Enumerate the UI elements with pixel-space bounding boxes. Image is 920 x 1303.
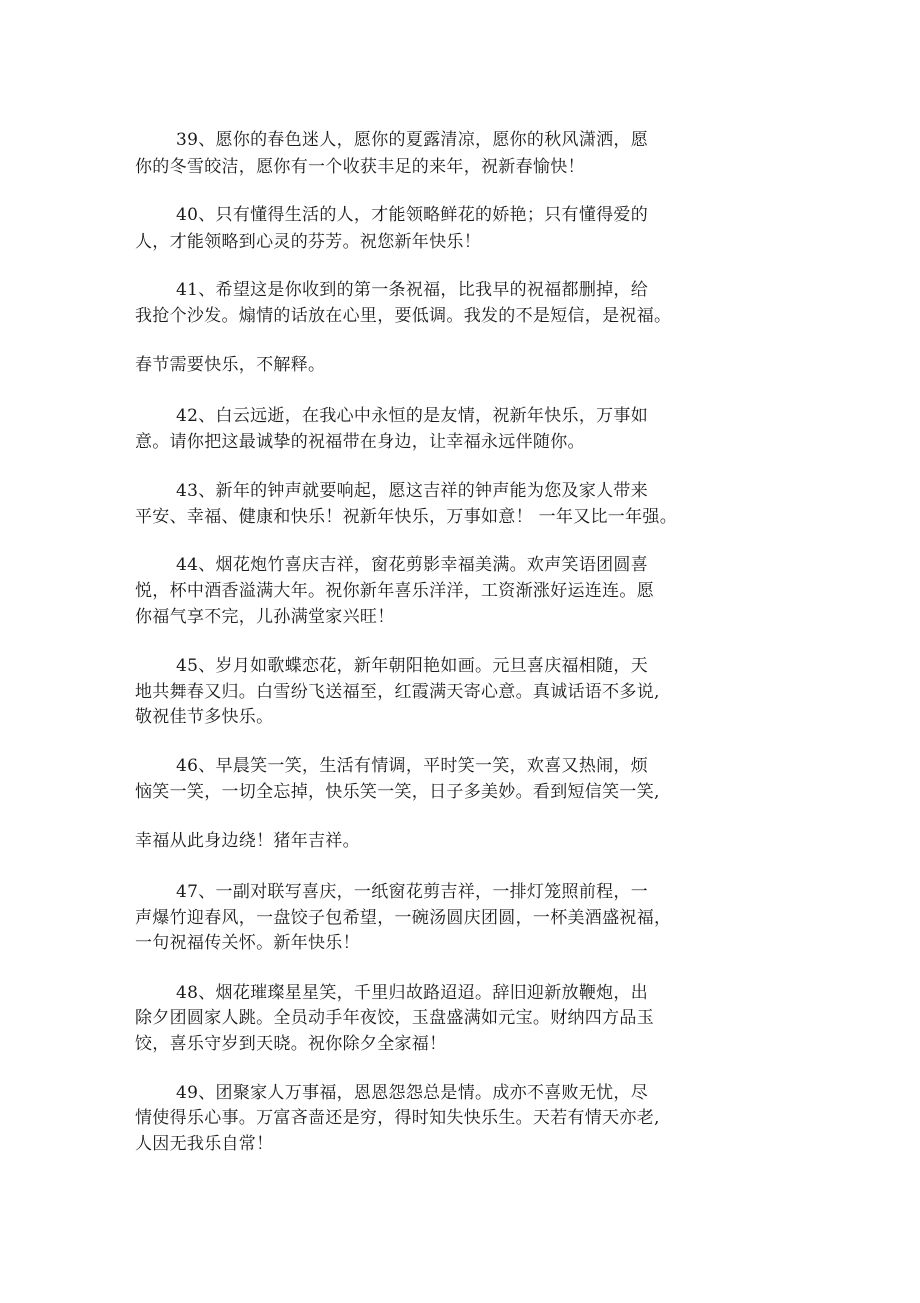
paragraph-47-line-3: 一句祝福传关怀。新年快乐！: [135, 933, 360, 953]
paragraph-39-line-1: 39、愿你的春色迷人，愿你的夏露清凉，愿你的秋风潇洒，愿: [176, 130, 649, 150]
paragraph-41-line-2: 我抢个沙发。煽情的话放在心里，要低调。我发的不是短信，是祝福。: [135, 306, 672, 326]
paragraph-41-line-1: 41、希望这是你收到的第一条祝福，比我早的祝福都删掉，给: [176, 280, 649, 300]
paragraph-42-line-2: 意。请你把这最诚挚的祝福带在身边，让幸福永远伴随你。: [135, 432, 585, 452]
paragraph-44-line-3: 你福气享不完，儿孙满堂家兴旺！: [135, 607, 395, 627]
paragraph-40-line-2: 人，才能领略到心灵的芬芳。祝您新年快乐！: [135, 232, 481, 252]
paragraph-46-line-2: 恼笑一笑，一切全忘掉，快乐笑一笑，日子多美妙。看到短信笑一笑,: [135, 782, 660, 802]
paragraph-48-line-1: 48、烟花璀璨星星笑，千里归故路迢迢。辞旧迎新放鞭炮，出: [176, 983, 649, 1003]
paragraph-45-line-1: 45、岁月如歌蝶恋花，新年朝阳艳如画。元旦喜庆福相随，天: [176, 656, 649, 676]
paragraph-41-line-3: 春节需要快乐，不解释。: [135, 355, 326, 375]
paragraph-49-line-3: 人因无我乐自常！: [135, 1134, 274, 1154]
paragraph-49-line-2: 情使得乐心事。万富吝啬还是穷，得时知失快乐生。天若有情天亦老,: [135, 1108, 660, 1128]
paragraph-44-line-2: 悦，杯中酒香溢满大年。祝你新年喜乐洋洋，工资渐涨好运连连。愿: [135, 581, 654, 601]
paragraph-43-line-1: 43、新年的钟声就要响起，愿这吉祥的钟声能为您及家人带来: [176, 481, 649, 501]
paragraph-48-line-3: 饺，喜乐守岁到天晓。祝你除夕全家福！: [135, 1034, 447, 1054]
paragraph-47-line-1: 47、一副对联写喜庆，一纸窗花剪吉祥，一排灯笼照前程，一: [176, 882, 649, 902]
paragraph-45-line-2: 地共舞春又归。白雪纷飞送福至，红霞满天寄心意。真诚话语不多说,: [135, 682, 660, 702]
paragraph-42-line-1: 42、白云远逝，在我心中永恒的是友情，祝新年快乐，万事如: [176, 406, 649, 426]
paragraph-46-line-3: 幸福从此身边绕！猪年吉祥。: [135, 831, 360, 851]
paragraph-49-line-1: 49、团聚家人万事福，恩恩怨怨总是情。成亦不喜败无忧，尽: [176, 1083, 649, 1103]
paragraph-43-line-2: 平安、幸福、健康和快乐！祝新年快乐，万事如意！ 一年又比一年强。: [135, 507, 678, 527]
paragraph-39-line-2: 你的冬雪皎洁，愿你有一个收获丰足的来年，祝新春愉快！: [135, 157, 585, 177]
paragraph-47-line-2: 声爆竹迎春风，一盘饺子包希望，一碗汤圆庆团圆，一杯美酒盛祝福，: [135, 908, 672, 928]
paragraph-44-line-1: 44、烟花炮竹喜庆吉祥，窗花剪影幸福美满。欢声笑语团圆喜: [176, 555, 649, 575]
paragraph-45-line-3: 敬祝佳节多快乐。: [135, 707, 274, 727]
paragraph-46-line-1: 46、早晨笑一笑，生活有情调，平时笑一笑，欢喜又热闹，烦: [176, 756, 649, 776]
paragraph-40-line-1: 40、只有懂得生活的人，才能领略鲜花的娇艳；只有懂得爱的: [176, 205, 649, 225]
paragraph-48-line-2: 除夕团圆家人跳。全员动手年夜饺，玉盘盛满如元宝。财纳四方品玉: [135, 1008, 654, 1028]
